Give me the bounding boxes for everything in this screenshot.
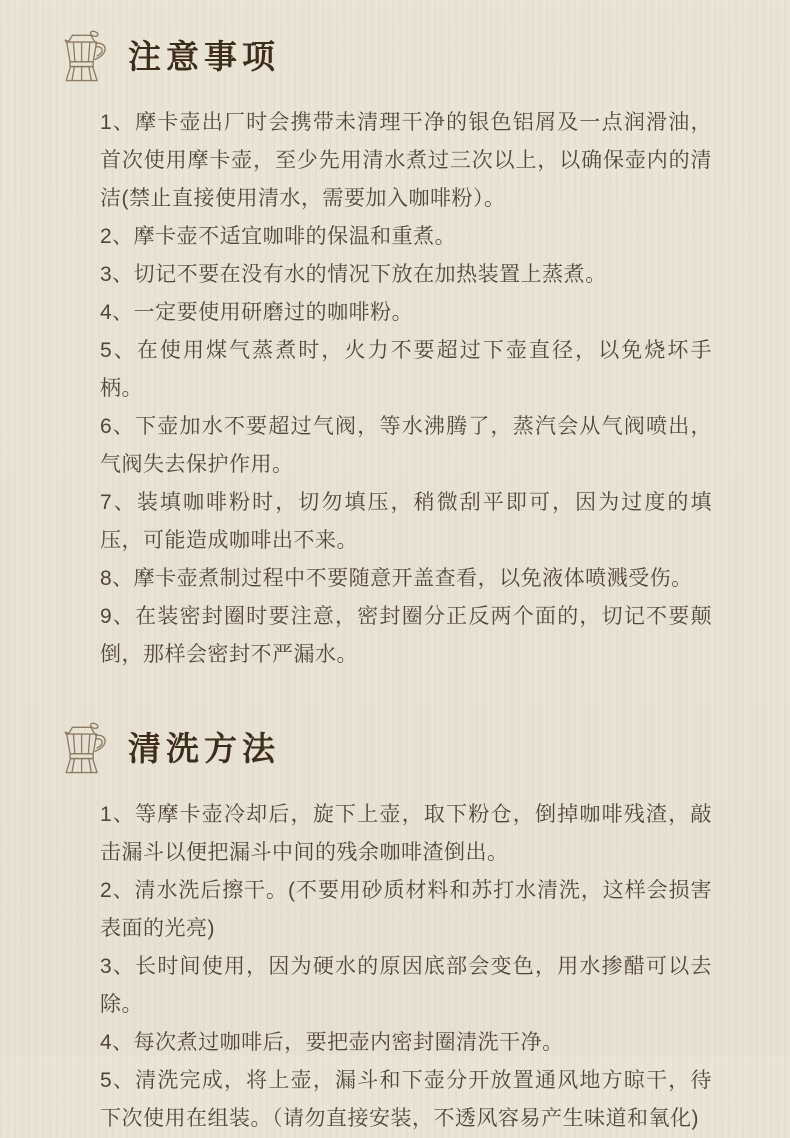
list-item: 2、清水洗后擦干。(不要用砂质材料和苏打水清洗，这样会损害表面的光亮) bbox=[100, 879, 712, 940]
moka-pot-icon bbox=[56, 29, 114, 83]
list-item: 7、装填咖啡粉时，切勿填压，稍微刮平即可，因为过度的填压，可能造成咖啡出不来。 bbox=[100, 491, 712, 552]
moka-pot-icon bbox=[56, 721, 114, 775]
list-item: 5、清洗完成，将上壶，漏斗和下壶分开放置通风地方晾干，待下次使用在组装。（请勿直接安装，不透风容易产生味道和氧化) bbox=[100, 1069, 712, 1130]
cleaning-list bbox=[56, 796, 712, 1138]
list-item: 4、一定要使用研磨过的咖啡粉。 bbox=[100, 301, 414, 324]
list-item: 1、等摩卡壶冷却后，旋下上壶，取下粉仓，倒掉咖啡残渣，敲击漏斗以便把漏斗中间的残余咖啡渣倒出。 bbox=[100, 803, 712, 864]
section-precautions bbox=[56, 28, 712, 674]
list-item: 9、在装密封圈时要注意，密封圈分正反两个面的，切记不要颠倒，那样会密封不严漏水。 bbox=[100, 605, 712, 666]
list-item: 6、下壶加水不要超过气阀，等水沸腾了，蒸汽会从气阀喷出，气阀失去保护作用。 bbox=[100, 415, 712, 476]
precautions-list bbox=[56, 104, 712, 674]
section-title-precautions: 注意事项 bbox=[128, 37, 280, 75]
list-item: 8、摩卡壶煮制过程中不要随意开盖查看，以免液体喷溅受伤。 bbox=[100, 567, 693, 590]
list-item: 4、每次煮过咖啡后，要把壶内密封圈清洗干净。 bbox=[100, 1031, 564, 1054]
list-item: 5、在使用煤气蒸煮时，火力不要超过下壶直径，以免烧坏手柄。 bbox=[100, 339, 712, 400]
cleaning-heading-row bbox=[56, 720, 712, 776]
precautions-heading-row bbox=[56, 28, 712, 84]
section-cleaning bbox=[56, 720, 712, 1138]
list-item: 1、摩卡壶出厂时会携带未清理干净的银色铝屑及一点润滑油，首次使用摩卡壶，至少先用清水煮过三次以上，以确保壶内的清洁(禁止直接使用清水，需要加入咖啡粉）。 bbox=[100, 111, 712, 210]
list-item: 3、切记不要在没有水的情况下放在加热装置上蒸煮。 bbox=[100, 263, 607, 286]
list-item: 3、长时间使用，因为硬水的原因底部会变色，用水掺醋可以去除。 bbox=[100, 955, 712, 1016]
section-title-cleaning: 清洗方法 bbox=[128, 729, 280, 767]
list-item: 2、摩卡壶不适宜咖啡的保温和重煮。 bbox=[100, 225, 457, 248]
